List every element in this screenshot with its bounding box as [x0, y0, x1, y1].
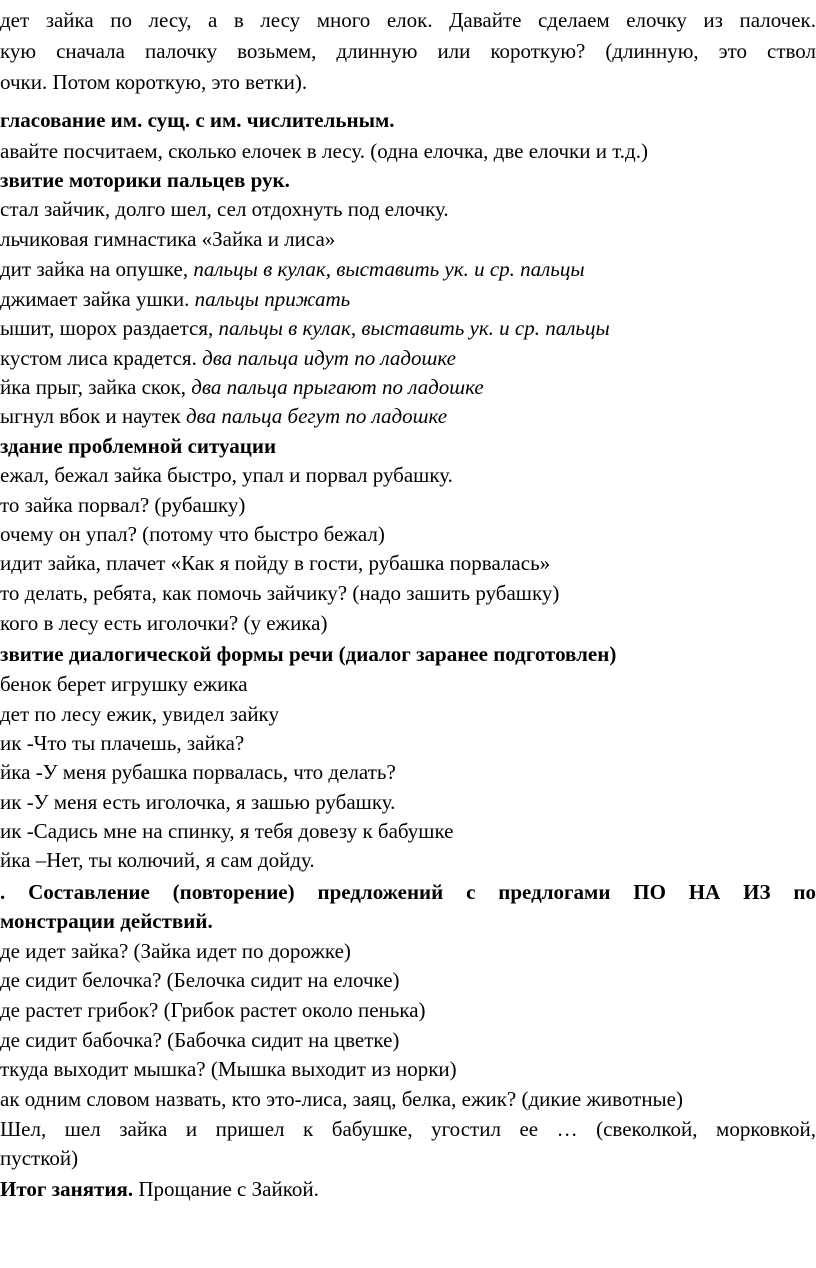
- paragraph-line: де растет грибок? (Грибок растет около пенька): [0, 998, 426, 1022]
- paragraph-line: [0, 375, 816, 399]
- paragraph-line: кую сначала палочку возьмем, длинную или короткую? (длинную, это ствол: [0, 39, 816, 63]
- paragraph-line: дет зайка по лесу, а в лесу много елок. Давайте сделаем елочку из палочек.: [0, 8, 816, 32]
- section-heading-continued: монстрации действий.: [0, 909, 213, 933]
- section-heading: . Составление (повторение) предложений с предлогами ПО НА ИЗ по: [0, 880, 816, 904]
- line-text: ышит, шорох раздается,: [0, 316, 219, 340]
- paragraph-line: [0, 346, 816, 370]
- paragraph-line: [0, 287, 816, 311]
- paragraph-line: [0, 257, 816, 281]
- paragraph-line: ик -Садись мне на спинку, я тебя довезу к бабушке: [0, 819, 454, 843]
- line-text: ыгнул вбок и наутек: [0, 404, 186, 428]
- paragraph-line: ик -Что ты плачешь, зайка?: [0, 731, 245, 755]
- paragraph-line: [0, 404, 816, 428]
- line-italic-note: два пальца бегут по ладошке: [185, 404, 448, 428]
- section-heading: звитие диалогической формы речи (диалог заранее подготовлен): [0, 642, 617, 666]
- paragraph-line: пусткой): [0, 1146, 79, 1170]
- paragraph-line: ежал, бежал зайка быстро, упал и порвал рубашку.: [0, 463, 453, 487]
- line-text: дит зайка на опушке,: [0, 257, 194, 281]
- paragraph-line: йка –Нет, ты колючий, я сам дойду.: [0, 848, 315, 872]
- final-line: [0, 1177, 816, 1201]
- paragraph-line: ик -У меня есть иголочка, я зашью рубашку.: [0, 790, 396, 814]
- section-heading: гласование им. сущ. с им. числительным.: [0, 108, 395, 132]
- paragraph-line: очки. Потом короткую, это ветки).: [0, 70, 308, 94]
- paragraph-line: де идет зайка? (Зайка идет по дорожке): [0, 939, 351, 963]
- paragraph-line: ткуда выходит мышка? (Мышка выходит из норки): [0, 1057, 457, 1081]
- section-heading: здание проблемной ситуации: [0, 434, 277, 458]
- line-text: джимает зайка ушки.: [0, 287, 195, 311]
- line-italic-note: пальцы в кулак, выставить ук. и ср. пальцы: [193, 257, 585, 281]
- line-italic-note: пальцы в кулак, выставить ук. и ср. пальцы: [218, 316, 610, 340]
- paragraph-line: [0, 316, 816, 340]
- paragraph-line: авайте посчитаем, сколько елочек в лесу. (одна елочка, две елочки и т.д.): [0, 139, 648, 163]
- paragraph-line: де сидит бабочка? (Бабочка сидит на цветке): [0, 1028, 400, 1052]
- paragraph-line: йка -У меня рубашка порвалась, что делать?: [0, 760, 396, 784]
- paragraph-line: Шел, шел зайка и пришел к бабушке, угостил ее … (свеколкой, морковкой,: [0, 1117, 816, 1141]
- paragraph-line: ак одним словом назвать, кто это-лиса, заяц, белка, ежик? (дикие животные): [0, 1087, 683, 1111]
- paragraph-line: де сидит белочка? (Белочка сидит на елочке): [0, 968, 400, 992]
- line-italic-note: два пальца прыгают по ладошке: [191, 375, 484, 399]
- line-text: кустом лиса крадется.: [0, 346, 203, 370]
- line-italic-note: пальцы прижать: [194, 287, 351, 311]
- final-heading: Итог занятия.: [0, 1177, 134, 1201]
- paragraph-line: очему он упал? (потому что быстро бежал): [0, 522, 385, 546]
- paragraph-line: идит зайка, плачет «Как я пойду в гости, рубашка порвалась»: [0, 551, 551, 575]
- paragraph-line: льчиковая гимнастика «Зайка и лиса»: [0, 227, 336, 251]
- paragraph-line: стал зайчик, долго шел, сел отдохнуть под елочку.: [0, 197, 449, 221]
- section-heading: звитие моторики пальцев рук.: [0, 168, 290, 192]
- paragraph-line: то делать, ребята, как помочь зайчику? (надо зашить рубашку): [0, 581, 560, 605]
- paragraph-line: бенок берет игрушку ежика: [0, 672, 248, 696]
- line-italic-note: два пальца идут по ладошке: [202, 346, 456, 370]
- final-text: Прощание с Зайкой.: [133, 1177, 319, 1201]
- paragraph-line: кого в лесу есть иголочки? (у ежика): [0, 611, 328, 635]
- line-text: йка прыг, зайка скок,: [0, 375, 192, 399]
- paragraph-line: то зайка порвал? (рубашку): [0, 493, 246, 517]
- paragraph-line: дет по лесу ежик, увидел зайку: [0, 702, 279, 726]
